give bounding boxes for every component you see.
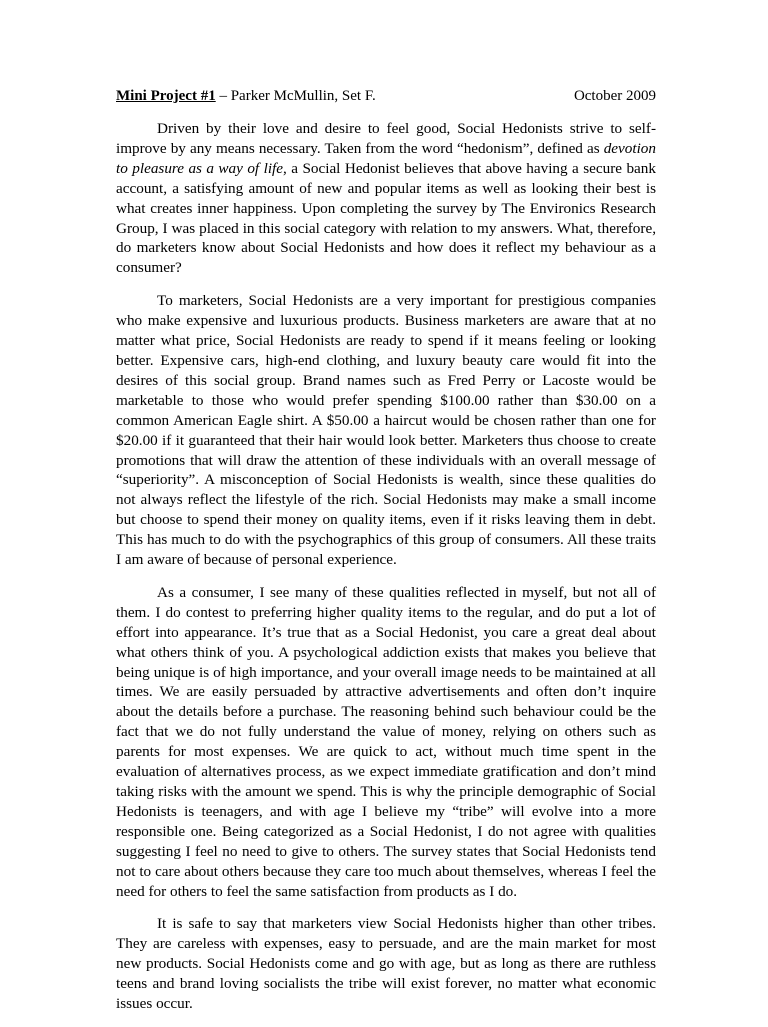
- paragraph-4: It is safe to say that marketers view Social Hedonists higher than other tribes. They are careless with expenses, easy to persuade, and are the main market for most new products. Social Hedonists come and go with age, but as long as there are ruthless teens and brand loving socialists the tribe will exist forever, no matter what economic issues occur.: [116, 915, 656, 1013]
- document-body: [116, 119, 656, 1027]
- paragraph-3: As a consumer, I see many of these qualities reflected in myself, but not all of them. I do contest to preferring higher quality items to the regular, and do put a lot of effort into appearance. It’s true that as a Social Hedonist, you care a great deal about what others think of you. A psychological addiction exists that makes you believe that being unique is of high importance, and your overall image needs to be maintained at all times. We are easily persuaded by attractive advertisements and often don’t inquire about the details before a purchase. The reasoning behind such behaviour could be the fact that we do not fully understand the value of money, relying on others such as parents for most expenses. We are quick to act, without much time spent in the evaluation of alternatives process, as we expect immediate gratification and don’t mind taking risks with the amount we spend. This is why the principle demographic of Social Hedonists is teenagers, and with age I believe my “tribe” will evolve into a more responsible one. Being categorized as a Social Hedonist, I do not agree with qualities suggesting I feel no need to give to others. The survey states that Social Hedonists tend not to care about others because they care too much about themselves, whereas I feel the need for others to feel the same satisfaction from products as I do.: [116, 583, 656, 900]
- paragraph-1-part-1: Driven by their love and desire to feel good, Social Hedonists strive to self-improve by any means necessary. Taken from the word “hedonism”, defined as: [116, 120, 656, 157]
- project-title: Mini Project #1: [116, 88, 216, 104]
- document-date: October 2009: [573, 88, 656, 104]
- paragraph-1-part-2: , a Social Hedonist believes that above having a secure bank account, a satisfying amount of new and popular items as well as looking their best is what creates inner happiness. Upon completing the survey by The Environics Research Group, I was placed in this social category with relation to my answers. What, therefore, do marketers know about Social Hedonists and how does it reflect my behaviour as a consumer?: [116, 159, 656, 277]
- document-header: [116, 86, 656, 106]
- paragraph-2: To marketers, Social Hedonists are a very important for prestigious companies who make expensive and luxurious products. Business marketers are aware that at no matter what price, Social Hedonists are ready to spend if it means feeling or looking better. Expensive cars, high-end clothing, and luxury beauty care would fit into the desires of this social group. Brand names such as Fred Perry or Lacoste would be marketable to those who would prefer spending $100.00 rather than $30.00 on a common American Eagle shirt. A $50.00 a haircut would be chosen rather than one for $20.00 if it guaranteed that their hair would look better. Marketers thus choose to create promotions that will draw the attention of these individuals with an overall message of “superiority”. A misconception of Social Hedonists is wealth, since these qualities do not always reflect the lifestyle of the rich. Social Hedonists may make a small income but choose to spend their money on quality items, even if it risks leaving them in debt. This has much to do with the psychographics of this group of consumers. All these traits I am aware of because of personal experience.: [116, 292, 656, 569]
- author-line: – Parker McMullin, Set F.: [215, 88, 376, 104]
- paragraph-1: [116, 119, 656, 278]
- definition-emphasis: devotion to pleasure as a way of life: [116, 139, 656, 177]
